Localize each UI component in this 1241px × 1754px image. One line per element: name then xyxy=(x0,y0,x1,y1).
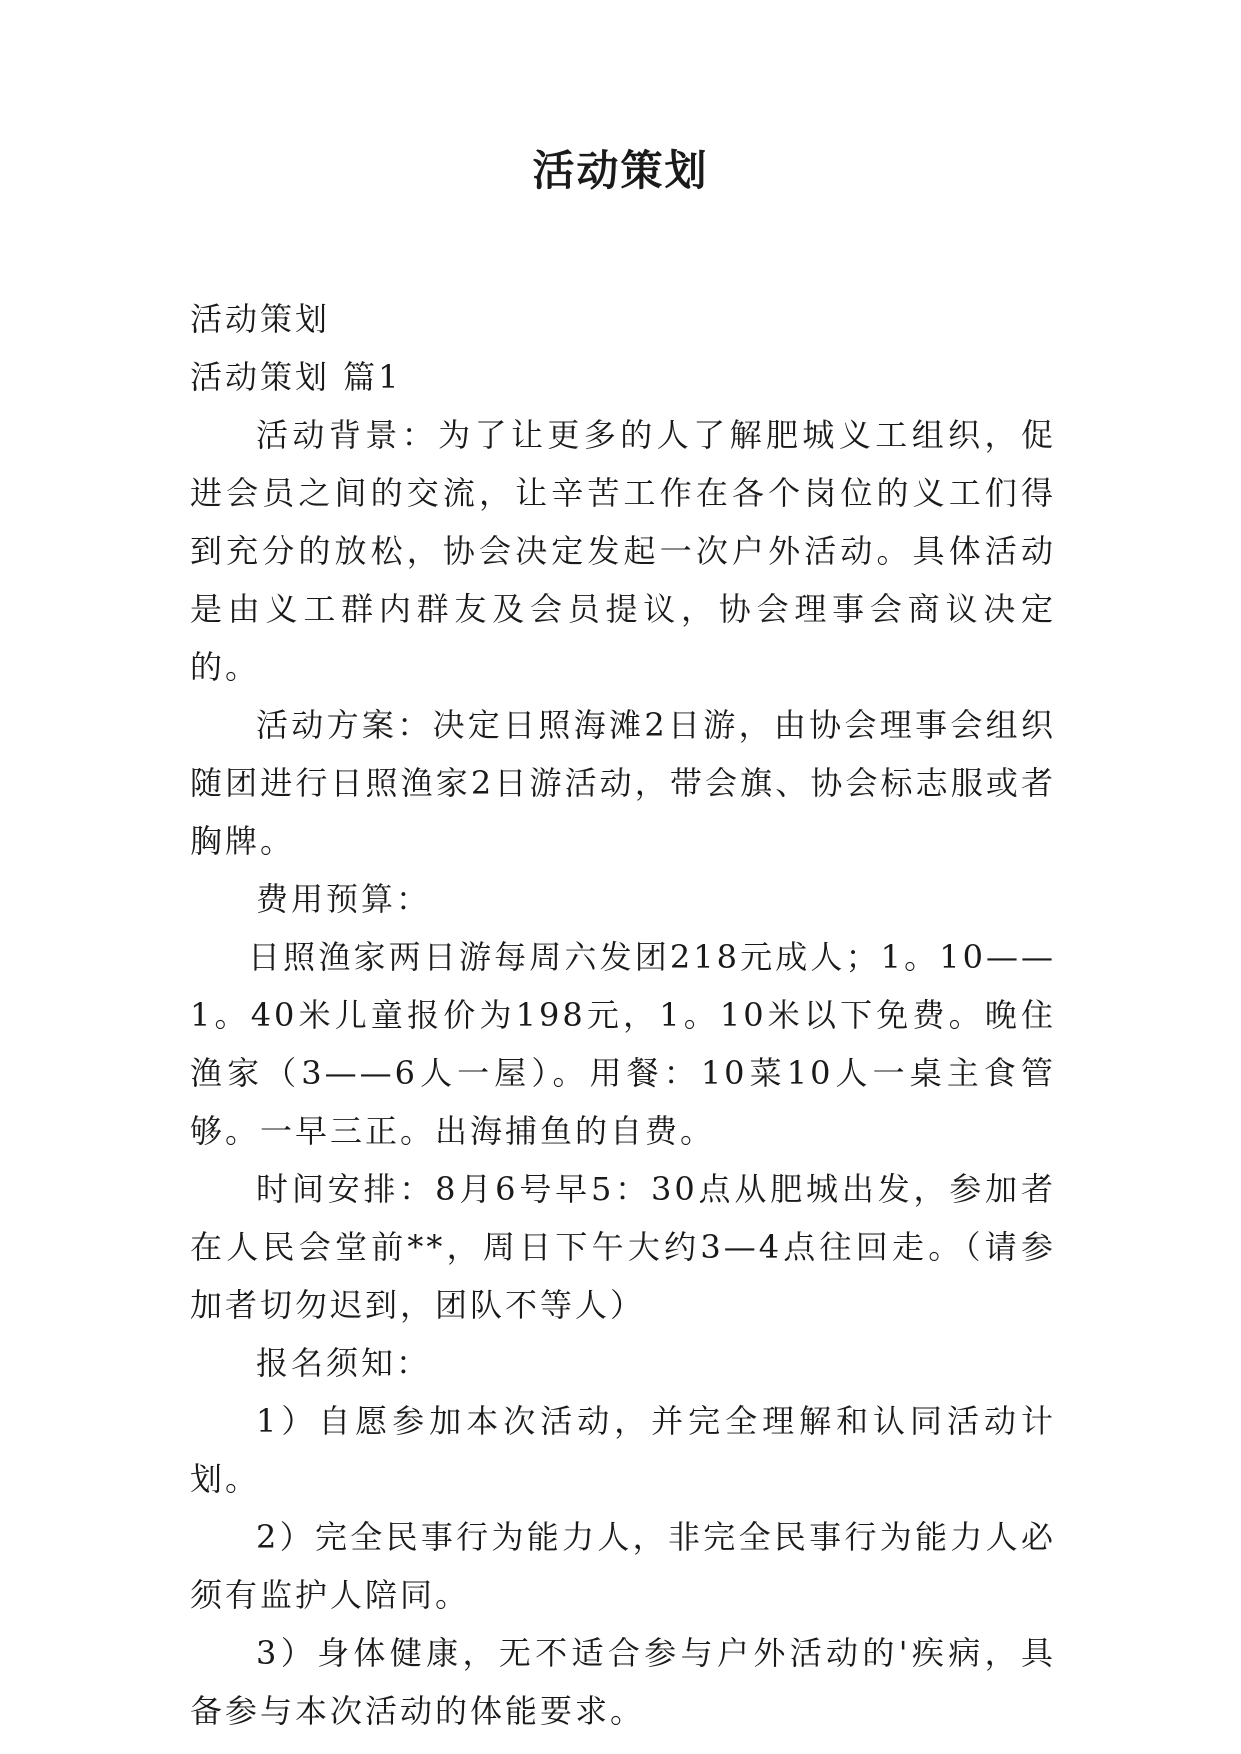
paragraph-background: 活动背景：为了让更多的人了解肥城义工组织，促进会员之间的交流，让辛苦工作在各个岗位的义工们得到充分的放松，协会决定发起一次户外活动。具体活动是由义工群内群友及会员提议，协会理事会商议决定的。 xyxy=(190,416,1056,686)
document-subtitle: 活动策划 xyxy=(190,300,331,338)
document-body xyxy=(190,290,1056,1740)
paragraph-budget-heading: 费用预算： xyxy=(256,880,432,918)
paragraph-budget-detail: 日照渔家两日游每周六发团218元成人；1。10——1。40米儿童报价为198元，1。10米以下免费。晚住渔家（3——6人一屋）。用餐：10菜10人一桌主食管够。一早三正。出海捕鱼的自费。 xyxy=(190,938,1056,1150)
list-item: 1）自愿参加本次活动，并完全理解和认同活动计划。 xyxy=(190,1402,1056,1498)
paragraph-plan: 活动方案：决定日照海滩2日游，由协会理事会组织随团进行日照渔家2日游活动，带会旗、协会标志服或者胸牌。 xyxy=(190,706,1056,860)
list-item: 3）身体健康，无不适合参与户外活动的'疾病，具备参与本次活动的体能要求。 xyxy=(190,1634,1056,1730)
section-heading: 活动策划 篇1 xyxy=(190,358,402,396)
paragraph-signup-heading: 报名须知： xyxy=(256,1344,432,1382)
list-item: 2）完全民事行为能力人，非完全民事行为能力人必须有监护人陪同。 xyxy=(190,1518,1056,1614)
page-title: 活动策划 xyxy=(532,146,709,195)
paragraph-schedule: 时间安排：8月6号早5：30点从肥城出发，参加者在人民会堂前**，周日下午大约3—4点往回走。（请参加者切勿迟到，团队不等人） xyxy=(190,1170,1056,1324)
